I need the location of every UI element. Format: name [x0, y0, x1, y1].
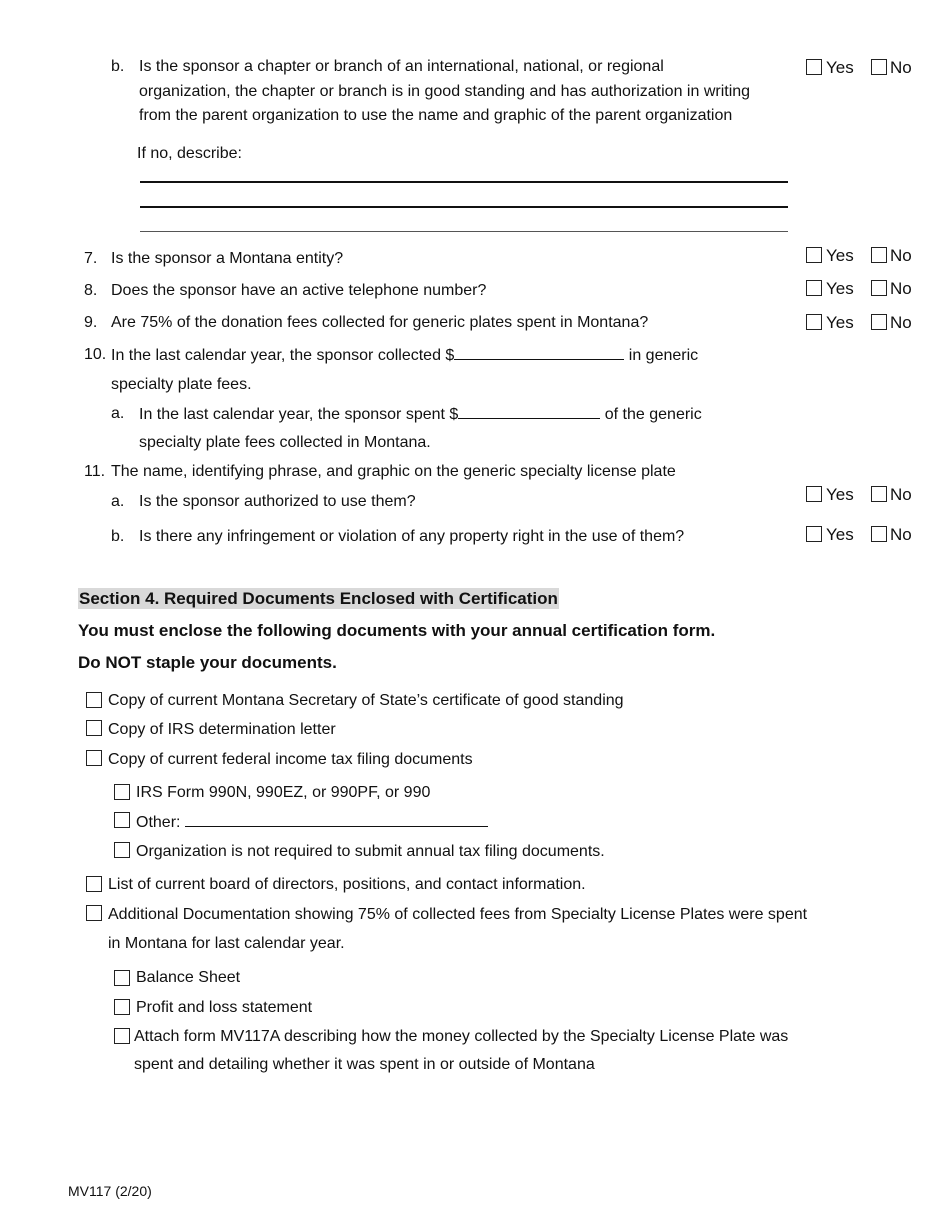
doc-attach-mv117a-label-line-2: spent and detailing whether it was spent in or outside of Montana	[134, 1056, 595, 1073]
q6b-text-line-2: organization, the chapter or branch is in good standing and has authorization in writing	[139, 83, 751, 100]
doc-good-standing-label: Copy of current Montana Secretary of State’s certificate of good standing	[108, 692, 624, 709]
q9-no-label: No	[890, 313, 912, 332]
q10a-text-pre: In the last calendar year, the sponsor spent $	[139, 406, 459, 423]
q9-yes-label: Yes	[826, 313, 854, 332]
doc-board-list-label: List of current board of directors, positions, and contact information.	[108, 876, 586, 893]
doc-good-standing-checkbox[interactable]	[86, 692, 102, 708]
q10a-text-post: of the generic	[604, 406, 702, 423]
q9-text: Are 75% of the donation fees collected for generic plates spent in Montana?	[111, 314, 649, 331]
doc-not-required-checkbox[interactable]	[114, 842, 130, 858]
q11b-text: Is there any infringement or violation of any property right in the use of them?	[139, 528, 685, 545]
doc-tax-docs-checkbox[interactable]	[86, 750, 102, 766]
q10-amount-collected-field[interactable]	[454, 345, 624, 360]
q7-number: 7.	[84, 250, 98, 267]
q10-text-post: in generic	[628, 347, 699, 364]
q11b-yes-checkbox[interactable]	[806, 526, 822, 542]
q6b-yes-label: Yes	[826, 58, 854, 77]
q10-number: 10.	[84, 346, 107, 363]
q7-yes-checkbox[interactable]	[806, 247, 822, 263]
q6b-describe-line-1[interactable]	[140, 181, 788, 183]
doc-not-required-label: Organization is not required to submit annual tax filing documents.	[136, 843, 605, 860]
q7-yes-label: Yes	[826, 246, 854, 265]
doc-balance-sheet-checkbox[interactable]	[114, 970, 130, 986]
doc-attach-mv117a-checkbox[interactable]	[114, 1028, 130, 1044]
q11a-no-checkbox[interactable]	[871, 486, 887, 502]
section4-heading	[78, 589, 559, 609]
q11a-marker: a.	[111, 493, 125, 510]
q10a-marker: a.	[111, 405, 125, 422]
q10-text-line-2: specialty plate fees.	[111, 376, 252, 393]
footer-form-number: MV117 (2/20)	[68, 1183, 152, 1199]
doc-irs-form-label: IRS Form 990N, 990EZ, or 990PF, or 990	[136, 784, 431, 801]
q6b-text-line-3: from the parent organization to use the name and graphic of the parent organization	[139, 107, 733, 124]
q6b-marker: b.	[111, 58, 125, 75]
doc-other-checkbox[interactable]	[114, 812, 130, 828]
q6b-yes-no-group	[806, 58, 916, 80]
q10a-text-line-2: specialty plate fees collected in Montana.	[139, 434, 431, 451]
q6b-text-line-1: Is the sponsor a chapter or branch of an international, national, or regional	[139, 58, 664, 75]
q8-yes-checkbox[interactable]	[806, 280, 822, 296]
q6b-no-checkbox[interactable]	[871, 59, 887, 75]
section4-heading-text: Section 4. Required Documents Enclosed with Certification	[79, 589, 558, 608]
section4-instruction-2: Do NOT staple your documents.	[78, 653, 337, 672]
doc-irs-letter-checkbox[interactable]	[86, 720, 102, 736]
q9-number: 9.	[84, 314, 98, 331]
q11b-yes-no-group	[806, 525, 916, 547]
q6b-no-label: No	[890, 58, 912, 77]
doc-attach-mv117a-label-line-1: Attach form MV117A describing how the money collected by the Specialty License Plate was	[134, 1028, 789, 1045]
doc-board-list-checkbox[interactable]	[86, 876, 102, 892]
q11a-text: Is the sponsor authorized to use them?	[139, 493, 416, 510]
q11a-no-label: No	[890, 485, 912, 504]
q11b-no-checkbox[interactable]	[871, 526, 887, 542]
q10a-amount-spent-field[interactable]	[458, 404, 600, 419]
doc-profit-loss-checkbox[interactable]	[114, 999, 130, 1015]
q10-text-pre: In the last calendar year, the sponsor collected $	[111, 347, 455, 364]
doc-other-row	[136, 812, 488, 833]
doc-balance-sheet-label: Balance Sheet	[136, 969, 241, 986]
q8-yes-label: Yes	[826, 279, 854, 298]
q6b-yes-checkbox[interactable]	[806, 59, 822, 75]
q7-no-checkbox[interactable]	[871, 247, 887, 263]
q9-no-checkbox[interactable]	[871, 314, 887, 330]
q11b-marker: b.	[111, 528, 125, 545]
doc-irs-letter-label: Copy of IRS determination letter	[108, 721, 336, 738]
q7-yes-no-group	[806, 246, 916, 268]
doc-additional-checkbox[interactable]	[86, 905, 102, 921]
doc-tax-docs-label: Copy of current federal income tax filing documents	[108, 751, 473, 768]
doc-other-label: Other:	[136, 814, 181, 831]
q7-text: Is the sponsor a Montana entity?	[111, 250, 344, 267]
q11a-yes-no-group	[806, 485, 916, 507]
doc-irs-form-checkbox[interactable]	[114, 784, 130, 800]
q11b-yes-label: Yes	[826, 525, 854, 544]
q8-no-checkbox[interactable]	[871, 280, 887, 296]
q9-yes-no-group	[806, 313, 916, 335]
q6b-describe-line-3[interactable]	[140, 231, 788, 232]
q8-number: 8.	[84, 282, 98, 299]
q11-number: 11.	[84, 463, 106, 480]
q8-no-label: No	[890, 279, 912, 298]
q10a-text	[139, 404, 702, 425]
q11-text: The name, identifying phrase, and graphic on the generic specialty license plate	[111, 463, 676, 480]
q6b-if-no-label: If no, describe:	[137, 145, 242, 162]
q9-yes-checkbox[interactable]	[806, 314, 822, 330]
q11a-yes-label: Yes	[826, 485, 854, 504]
q11b-no-label: No	[890, 525, 912, 544]
doc-additional-label-line-1: Additional Documentation showing 75% of collected fees from Specialty License Plates were spent	[108, 906, 808, 923]
q7-no-label: No	[890, 246, 912, 265]
q6b-describe-line-2[interactable]	[140, 206, 788, 208]
q8-yes-no-group	[806, 279, 916, 301]
q8-text: Does the sponsor have an active telephone number?	[111, 282, 487, 299]
doc-additional-label-line-2: in Montana for last calendar year.	[108, 935, 345, 952]
doc-profit-loss-label: Profit and loss statement	[136, 999, 313, 1016]
q11a-yes-checkbox[interactable]	[806, 486, 822, 502]
section4-instruction-1: You must enclose the following documents with your annual certification form.	[78, 621, 716, 640]
q10-text	[111, 345, 698, 366]
doc-other-field[interactable]	[185, 812, 488, 827]
